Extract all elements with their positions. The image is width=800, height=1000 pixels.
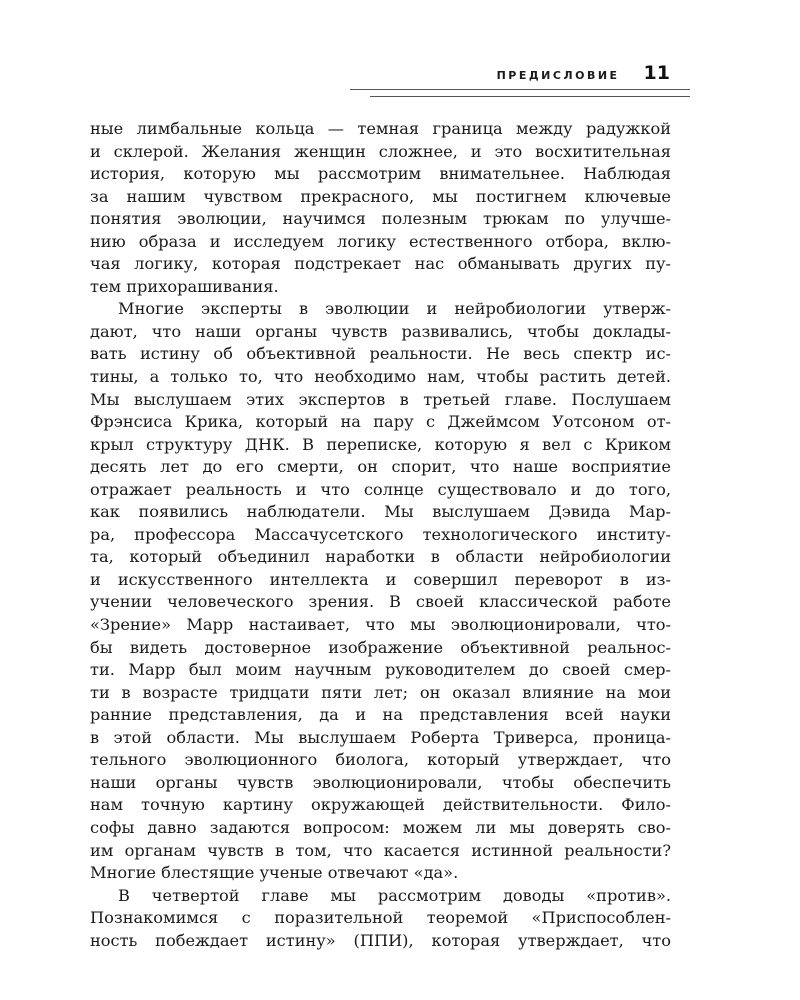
text-line: Познакомимся с поразительной теоремой «Приспособлен- bbox=[90, 908, 671, 928]
text-line: им органам чувств в том, что касается истинной реальности? bbox=[90, 840, 671, 860]
text-line: Многие блестящие ученые отвечают «да». bbox=[90, 863, 459, 883]
text-line: наши органы чувств эволюционировали, чтобы обеспечить bbox=[90, 772, 671, 792]
text-line: В четвертой главе мы рассмотрим доводы «против». bbox=[118, 885, 671, 905]
text-line: Фрэнсиса Крика, который на пару с Джеймсом Уотсоном от- bbox=[90, 412, 671, 432]
text-line: чая логику, которая подстрекает нас обманывать других пу- bbox=[90, 254, 671, 274]
text-line: нию образа и исследуем логику естественного отбора, вклю- bbox=[90, 231, 671, 251]
text-line: ти. Марр был моим научным руководителем до своей смер- bbox=[90, 660, 671, 680]
text-line: и искусственного интеллекта и совершил переворот в из- bbox=[90, 569, 671, 589]
section-title: ПРЕДИСЛОВИЕ bbox=[496, 69, 620, 82]
paragraph bbox=[90, 885, 671, 953]
text-line: понятия эволюции, научимся полезным трюкам по улучше- bbox=[90, 209, 671, 229]
text-line: за нашим чувством прекрасного, мы постигнем ключевые bbox=[90, 186, 671, 206]
text-line: ность побеждает истину» (ППИ), которая утверждает, что bbox=[90, 930, 671, 950]
text-line: дают, что наши органы чувств развивались, чтобы доклады- bbox=[90, 321, 671, 341]
page-number: 11 bbox=[643, 62, 670, 84]
text-line: ра, профессора Массачусетского технологического институ- bbox=[90, 524, 671, 544]
running-head bbox=[497, 62, 670, 84]
text-line: ти в возрасте тридцати пяти лет; он оказал влияние на мои bbox=[90, 682, 671, 702]
text-line: «Зрение» Марр настаивает, что мы эволюционировали, что- bbox=[90, 615, 671, 635]
paragraph bbox=[90, 118, 671, 298]
text-line: в этой области. Мы выслушаем Роберта Триверса, проница- bbox=[90, 727, 671, 747]
text-line: как появились наблюдатели. Мы выслушаем Дэвида Мар- bbox=[90, 502, 671, 522]
text-line: учении человеческого зрения. В своей классической работе bbox=[90, 592, 671, 612]
text-line: ные лимбальные кольца — темная граница между радужкой bbox=[90, 119, 671, 138]
text-line: бы видеть достоверное изображение объективной реальнос- bbox=[90, 637, 671, 657]
header-rule-bottom bbox=[370, 96, 690, 97]
text-line: отражает реальность и что солнце существовало и до того, bbox=[90, 479, 671, 499]
text-line: тины, а только то, что необходимо нам, чтобы растить детей. bbox=[90, 367, 671, 387]
text-line: десять лет до его смерти, он спорит, что наше восприятие bbox=[90, 457, 671, 477]
text-line: тельного эволюционного биолога, который утверждает, что bbox=[90, 750, 671, 770]
text-line: тем прихорашивания. bbox=[90, 276, 279, 296]
text-line: ранние представления, да и на представления всей науки bbox=[90, 705, 671, 725]
text-line: Многие эксперты в эволюции и нейробиологии утверж- bbox=[118, 299, 671, 319]
text-line: и склерой. Желания женщин сложнее, и это восхитительная bbox=[90, 141, 671, 161]
text-line: история, которую мы рассмотрим внимательнее. Наблюдая bbox=[90, 164, 671, 184]
text-line: та, который объединил наработки в области нейробиологии bbox=[90, 547, 671, 567]
text-line: крыл структуру ДНК. В переписке, которую я вел с Криком bbox=[90, 434, 671, 454]
header-rule-top bbox=[350, 89, 690, 90]
paragraph bbox=[90, 298, 671, 884]
text-line: вать истину об объективной реальности. Не весь спектр ис- bbox=[90, 344, 671, 364]
text-line: софы давно задаются вопросом: можем ли мы доверять сво- bbox=[90, 817, 671, 837]
text-line: Мы выслушаем этих экспертов в третьей главе. Послушаем bbox=[90, 389, 671, 409]
text-line: нам точную картину окружающей действительности. Фило- bbox=[90, 795, 671, 815]
body-text bbox=[90, 118, 671, 952]
